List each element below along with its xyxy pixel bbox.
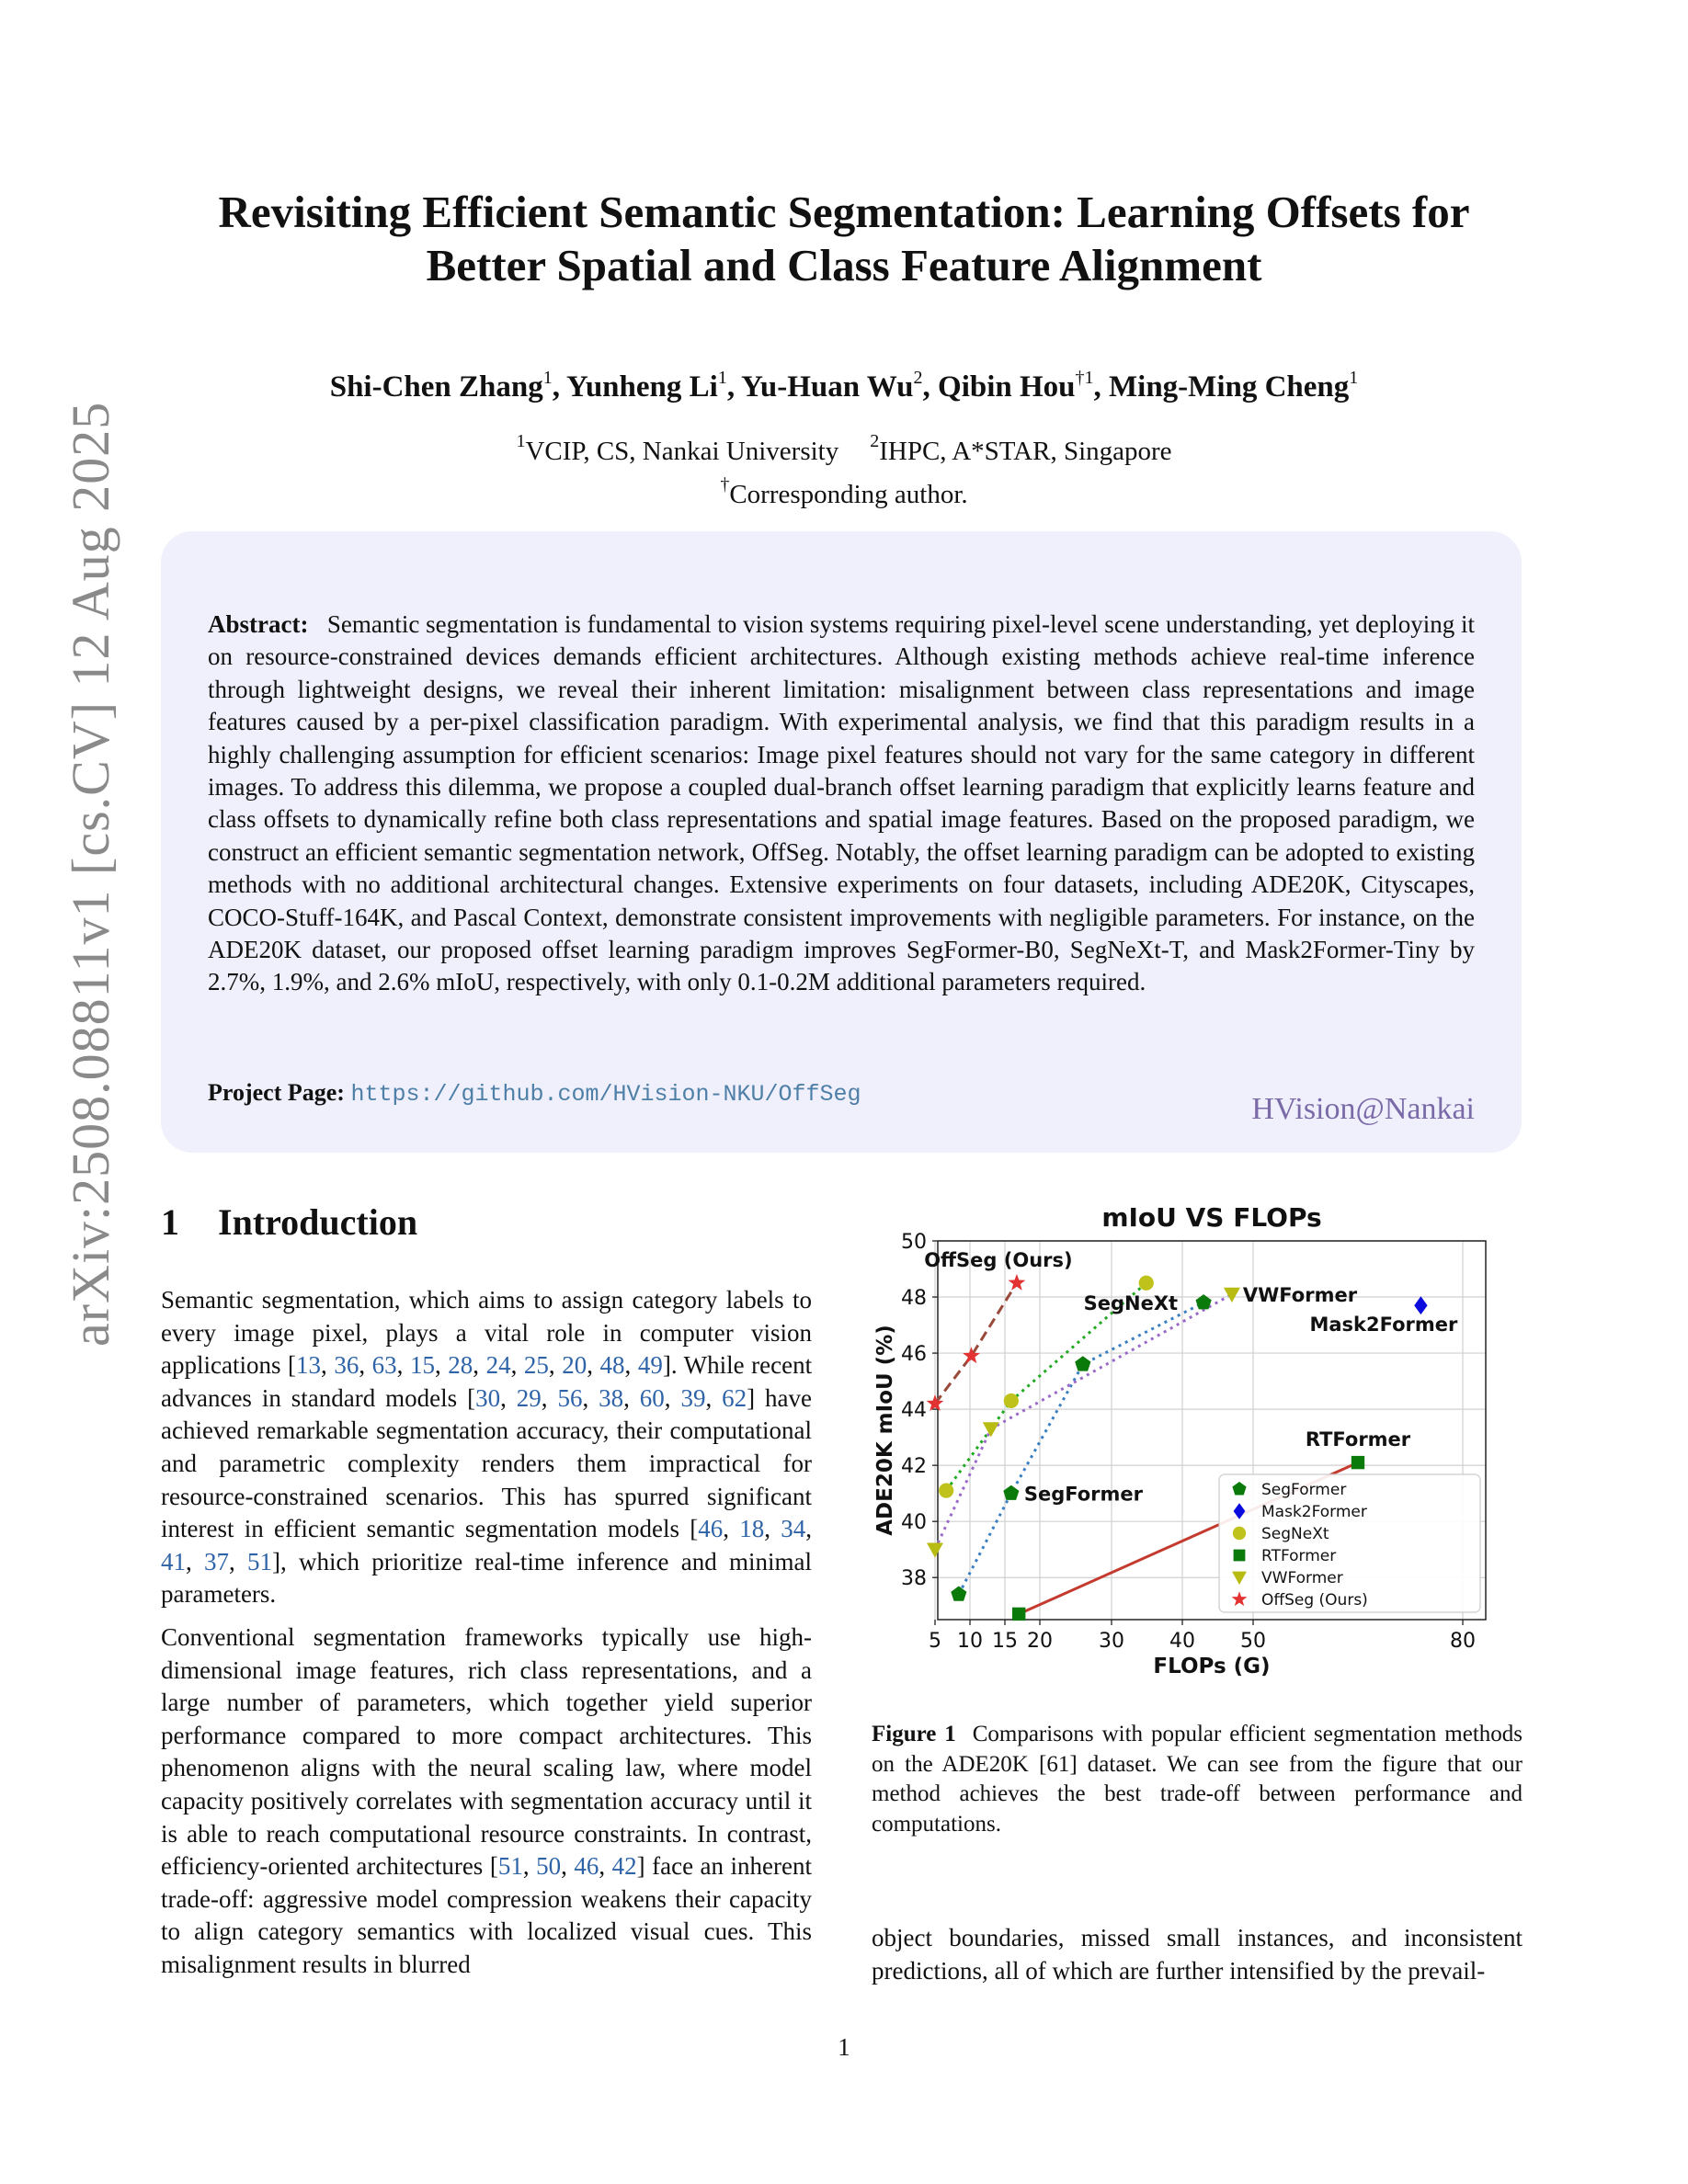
- x-tick-label: 15: [992, 1630, 1018, 1653]
- project-page: [208, 1079, 861, 1108]
- y-tick-label: 38: [901, 1567, 927, 1591]
- citation-link[interactable]: 20: [562, 1351, 587, 1380]
- citation-link[interactable]: 29: [516, 1383, 542, 1412]
- citation-link[interactable]: 13: [296, 1351, 322, 1380]
- x-axis-label: FLOPs (G): [1153, 1655, 1271, 1678]
- y-tick-label: 46: [901, 1343, 927, 1367]
- affiliation-1: $^1$VCIP, CS, Nankai University: [516, 431, 839, 466]
- series-annotation: SegNeXt: [1083, 1292, 1179, 1315]
- data-point-mask2former: [1414, 1296, 1427, 1314]
- arxiv-stamp: arXiv:2508.08811v1 [cs.CV] 12 Aug 2025: [61, 401, 120, 1347]
- author-1: Shi-Chen Zhang$^1$: [329, 368, 553, 404]
- author-2: Yunheng Li$^1$: [566, 368, 727, 404]
- data-point-rtformer: [1352, 1456, 1364, 1469]
- data-point-segformer: [1003, 1485, 1019, 1500]
- affiliations: [138, 425, 1550, 511]
- citation-link[interactable]: 37: [204, 1547, 229, 1575]
- legend-marker: [1233, 1527, 1246, 1540]
- citation-link[interactable]: 25: [523, 1351, 549, 1380]
- data-point-vwformer: [1224, 1288, 1240, 1302]
- figure-1-chart: [864, 1200, 1526, 1715]
- chart-title: mIoU VS FLOPs: [1101, 1202, 1322, 1233]
- citation-link[interactable]: 61: [1046, 1751, 1070, 1777]
- citation-link[interactable]: 24: [485, 1351, 511, 1380]
- x-tick-label: 80: [1450, 1630, 1476, 1653]
- paper-title: [138, 186, 1550, 292]
- series-annotation: RTFormer: [1305, 1428, 1411, 1451]
- x-tick-label: 30: [1099, 1630, 1124, 1653]
- section-title: Introduction: [218, 1201, 418, 1243]
- series-annotation: OffSeg (Ours): [924, 1248, 1073, 1271]
- citation-link[interactable]: 42: [611, 1852, 637, 1881]
- series-line-vwformer: [935, 1294, 1232, 1550]
- series-line-segformer: [959, 1302, 1203, 1594]
- citation-link[interactable]: 63: [371, 1351, 397, 1380]
- y-tick-label: 48: [901, 1287, 927, 1311]
- abstract: [208, 609, 1475, 999]
- title-line-2: Better Spatial and Class Feature Alignment: [426, 240, 1262, 290]
- series-annotation: VWFormer: [1242, 1283, 1358, 1306]
- x-tick-label: 50: [1240, 1630, 1266, 1653]
- author-list: Shi-Chen Zhang$^1$, Yunheng Li$^1$, Yu-Huan Wu$^2$, Qibin Hou$^{\dagger 1}$, Ming-Ming Cheng$^1$: [329, 368, 1359, 404]
- citation-link[interactable]: 48: [599, 1351, 625, 1380]
- data-point-segnext: [939, 1484, 953, 1498]
- citation-link[interactable]: 46: [698, 1515, 724, 1543]
- citation-link[interactable]: 51: [247, 1547, 272, 1575]
- figure-caption: [872, 1720, 1523, 1839]
- x-tick-label: 40: [1169, 1630, 1195, 1653]
- data-point-vwformer: [927, 1543, 943, 1558]
- corresponding-note: †Corresponding author.: [720, 474, 968, 509]
- citation-link[interactable]: 39: [680, 1383, 706, 1412]
- data-point-rtformer: [1012, 1608, 1025, 1621]
- citation-link[interactable]: 49: [637, 1351, 663, 1380]
- legend-label: SegNeXt: [1261, 1525, 1329, 1543]
- citation-link[interactable]: 51: [497, 1852, 523, 1881]
- author-3: Yu-Huan Wu$^2$: [741, 368, 923, 404]
- data-point-segnext: [1139, 1276, 1154, 1291]
- data-point-offseg-ours-: [1009, 1274, 1026, 1291]
- y-tick-label: 42: [901, 1455, 927, 1479]
- author-5: Ming-Ming Cheng$^1$: [1109, 368, 1359, 404]
- data-point-segnext: [1004, 1393, 1019, 1408]
- y-tick-label: 40: [901, 1511, 927, 1535]
- intro-paragraph-2: Conventional segmentation frameworks typically use high-dimensional image features, rich class representations, and a large number of parameters, which together yield superior performance compared to more compact architectures. This phenomenon aligns with the neural scaling law, where model capacity positively correlates with segmentation accuracy until it is able to reach computational resource constraints. In contrast, efficiency-oriented architectures [51, 50, 46, 42] face an inherent trade-off: aggressive model compression weakens their capacity to align category semantics with localized visual cues. This misalignment results in blurred: [161, 1623, 813, 1978]
- intro-paragraph-1: Semantic segmentation, which aims to assign category labels to every image pixel, plays a vital role in computer vision applications [13, 36, 63, 15, 28, 24, 25, 20, 48, 49]. While recent advances in standard models [30, 29, 56, 38, 60, 39, 62] have achieved remarkable segmentation accuracy, their computational and parametric complexity renders them impractical for resource-constrained scenarios. This has spurred significant interest in efficient semantic segmentation models [46, 18, 34, 41, 37, 51], which prioritize real-time inference and minimal parameters.: [161, 1286, 813, 1609]
- y-tick-label: 50: [901, 1231, 927, 1254]
- citation-link[interactable]: 50: [536, 1852, 562, 1881]
- author-4: Qibin Hou$^{\dagger 1}$: [938, 368, 1094, 404]
- page-number: 1: [838, 2033, 850, 2061]
- intro-paragraph-3: object boundaries, missed small instances, and inconsistent predictions, all of which are further intensified by the prevail-: [872, 1924, 1523, 1985]
- legend-label: VWFormer: [1261, 1569, 1343, 1587]
- x-tick-label: 10: [957, 1630, 983, 1653]
- legend-label: OffSeg (Ours): [1261, 1591, 1368, 1610]
- citation-link[interactable]: 38: [599, 1383, 624, 1412]
- citation-link[interactable]: 30: [475, 1383, 501, 1412]
- legend-marker: [1234, 1550, 1246, 1562]
- abstract-label: Abstract:: [208, 610, 309, 638]
- legend-label: RTFormer: [1261, 1547, 1337, 1565]
- y-tick-label: 44: [901, 1399, 927, 1423]
- citation-link[interactable]: 28: [448, 1351, 473, 1380]
- title-line-1: Revisiting Efficient Semantic Segmentation: Learning Offsets for: [218, 187, 1470, 237]
- chart-svg: [864, 1200, 1526, 1715]
- y-axis-label: ADE20K mIoU (%): [873, 1325, 897, 1536]
- section-number: 1: [161, 1201, 179, 1243]
- series-annotation: Mask2Former: [1309, 1314, 1458, 1337]
- x-tick-label: 20: [1027, 1630, 1053, 1653]
- caption-body: Comparisons with popular efficient segmentation methods on the ADE20K [61] dataset. We can see from the figure that our method achieves the best trade-off between performance and computations.: [872, 1722, 1523, 1837]
- citation-link[interactable]: 36: [334, 1351, 359, 1380]
- abstract-body: Semantic segmentation is fundamental to vision systems requiring pixel-level scene understanding, yet deploying it on resource-constrained devices demands efficient architectures. Although existing methods achieve real-time inference through lightweight designs, we reveal their inherent limitation: misalignment between class representations and image features caused by a per-pixel classification paradigm. With experimental analysis, we find that this paradigm results in a highly challenging assumption for efficient scenarios: Image pixel features should not vary for the same category in different images. To address this dilemma, we propose a coupled dual-branch offset learning paradigm that explicitly learns feature and class offsets to dynamically refine both class representations and spatial image features. Based on the proposed paradigm, we construct an efficient semantic segmentation network, OffSeg. Notably, the offset learning paradigm can be adopted to existing methods with no additional architectural changes. Extensive experiments on four datasets, including ADE20K, Cityscapes, COCO-Stuff-164K, and Pascal Context, demonstrate consistent improvements with negligible parameters. For instance, on the ADE20K dataset, our proposed offset learning paradigm improves SegFormer-B0, SegNeXt-T, and Mask2Former-Tiny by 2.7%, 1.9%, and 2.6% mIoU, respectively, with only 0.1-0.2M additional parameters required.: [208, 610, 1475, 996]
- citation-link[interactable]: 34: [781, 1515, 806, 1543]
- legend-label: SegFormer: [1261, 1481, 1347, 1499]
- series-annotation: SegFormer: [1023, 1483, 1144, 1506]
- citation-link[interactable]: 56: [557, 1383, 583, 1412]
- x-tick-label: 5: [929, 1630, 941, 1653]
- section-heading: [161, 1200, 417, 1244]
- affiliation-2: $^2$IHPC, A*STAR, Singapore: [870, 431, 1172, 466]
- citation-link[interactable]: 60: [639, 1383, 665, 1412]
- data-point-segformer: [1075, 1356, 1090, 1371]
- brand-mark: HVision@Nankai: [1251, 1092, 1475, 1126]
- figure-label: Figure 1: [872, 1722, 956, 1746]
- project-link[interactable]: https://github.com/HVision-NKU/OffSeg: [350, 1081, 861, 1108]
- data-point-segformer: [951, 1587, 966, 1601]
- citation-link[interactable]: 18: [739, 1515, 765, 1543]
- project-label: Project Page:: [208, 1079, 345, 1106]
- legend-label: Mask2Former: [1261, 1503, 1367, 1521]
- citation-link[interactable]: 41: [161, 1547, 186, 1575]
- citation-link[interactable]: 46: [574, 1852, 599, 1881]
- citation-link[interactable]: 15: [409, 1351, 435, 1380]
- data-point-offseg-ours-: [963, 1347, 980, 1363]
- citation-link[interactable]: 62: [722, 1383, 747, 1412]
